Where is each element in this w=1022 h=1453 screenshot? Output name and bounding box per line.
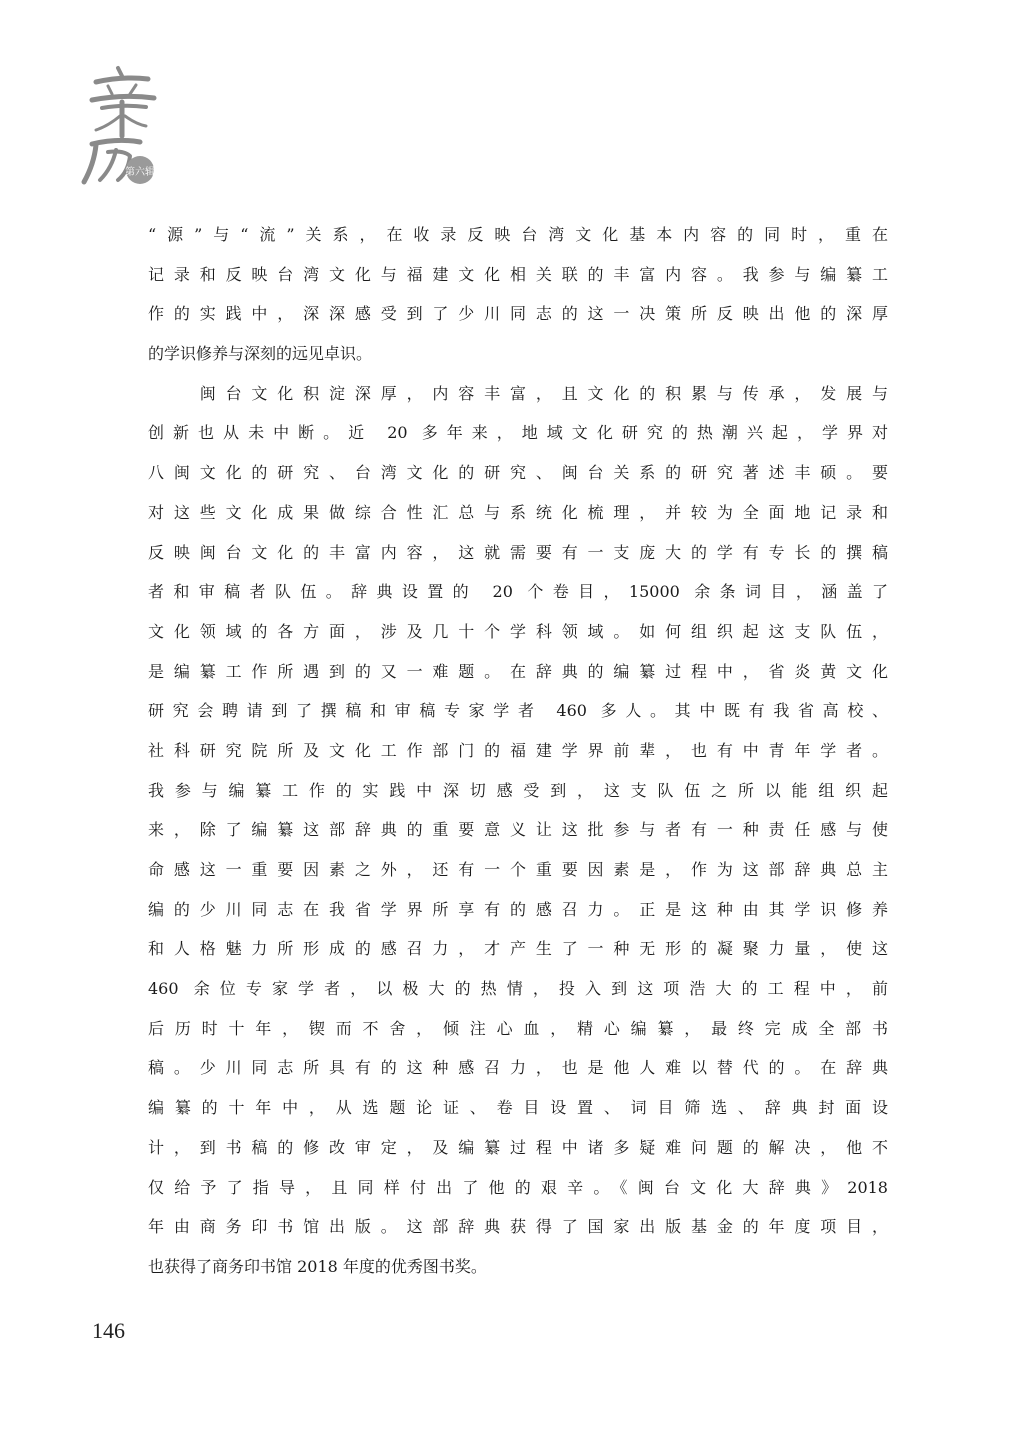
text-line: 来，除了编纂这部辞典的重要意义让这批参与者有一种责任感与使 bbox=[148, 820, 888, 840]
text-line: 反映闽台文化的丰富内容，这就需要有一支庞大的学有专长的撰稿 bbox=[148, 542, 888, 562]
text-line: 的学识修养与深刻的远见卓识。 bbox=[148, 344, 373, 364]
text-line: 编纂的十年中，从选题论证、卷目设置、词目筛选、辞典封面设 bbox=[148, 1098, 888, 1118]
book-series-logo bbox=[78, 52, 164, 192]
logo-calligraphy-icon bbox=[78, 52, 164, 192]
page-number: 146 bbox=[92, 1318, 125, 1343]
text-line: 者和审稿者队伍。辞典设置的 20 个卷目，15000 余条词目，涵盖了 bbox=[148, 582, 888, 602]
text-line: 作的实践中，深深感受到了少川同志的这一决策所反映出他的深厚 bbox=[148, 304, 888, 324]
text-line: 创新也从未中断。近 20 多年来，地域文化研究的热潮兴起，学界对 bbox=[148, 423, 888, 443]
text-line: 计，到书稿的修改审定，及编纂过程中诸多疑难问题的解决，他不 bbox=[148, 1137, 888, 1157]
text-line: 命感这一重要因素之外，还有一个重要因素是，作为这部辞典总主 bbox=[148, 860, 888, 879]
text-line: 是编纂工作所遇到的又一难题。在辞典的编纂过程中，省炎黄文化 bbox=[148, 661, 888, 681]
text-line: 我参与编纂工作的实践中深切感受到，这支队伍之所以能组织起 bbox=[148, 780, 888, 800]
text-line: 年由商务印书馆出版。这部辞典获得了国家出版基金的年度项目， bbox=[148, 1217, 888, 1237]
text-line: 文化领域的各方面，涉及几十个学科领域。如何组织起这支队伍， bbox=[148, 621, 888, 641]
text-line: 八闽文化的研究、台湾文化的研究、闽台关系的研究著述丰硕。要 bbox=[148, 463, 888, 483]
text-line: 后历时十年，锲而不舍，倾注心血，精心编纂，最终完成全部书 bbox=[148, 1018, 888, 1038]
text-line: 也获得了商务印书馆 2018 年度的优秀图书奖。 bbox=[148, 1256, 487, 1276]
logo-seal-text: 第六辑 bbox=[125, 167, 155, 178]
text-line: 闽台文化积淀深厚，内容丰富，且文化的积累与传承，发展与 bbox=[148, 383, 888, 403]
text-line: 仅给予了指导，且同样付出了他的艰辛。《闽台文化大辞典》2018 bbox=[148, 1177, 888, 1197]
text-line: 编的少川同志在我省学界所享有的感召力。正是这种由其学识修养 bbox=[148, 899, 888, 919]
text-line: 460 余位专家学者，以极大的热情，投入到这项浩大的工程中，前 bbox=[148, 979, 888, 999]
text-line: “源”与“流”关系，在收录反映台湾文化基本内容的同时，重在 bbox=[148, 225, 888, 244]
text-line: 稿。少川同志所具有的这种感召力，也是他人难以替代的。在辞典 bbox=[148, 1058, 888, 1078]
text-line: 社科研究院所及文化工作部门的福建学界前辈，也有中青年学者。 bbox=[148, 740, 888, 760]
text-line: 研究会聘请到了撰稿和审稿专家学者 460 多人。其中既有我省高校、 bbox=[148, 701, 888, 721]
text-line: 记录和反映台湾文化与福建文化相关联的丰富内容。我参与编纂工 bbox=[148, 264, 888, 284]
body-text bbox=[148, 222, 888, 1294]
text-line: 和人格魅力所形成的感召力，才产生了一种无形的凝聚力量，使这 bbox=[148, 939, 888, 959]
text-line: 对这些文化成果做综合性汇总与系统化梳理，并较为全面地记录和 bbox=[148, 502, 888, 522]
